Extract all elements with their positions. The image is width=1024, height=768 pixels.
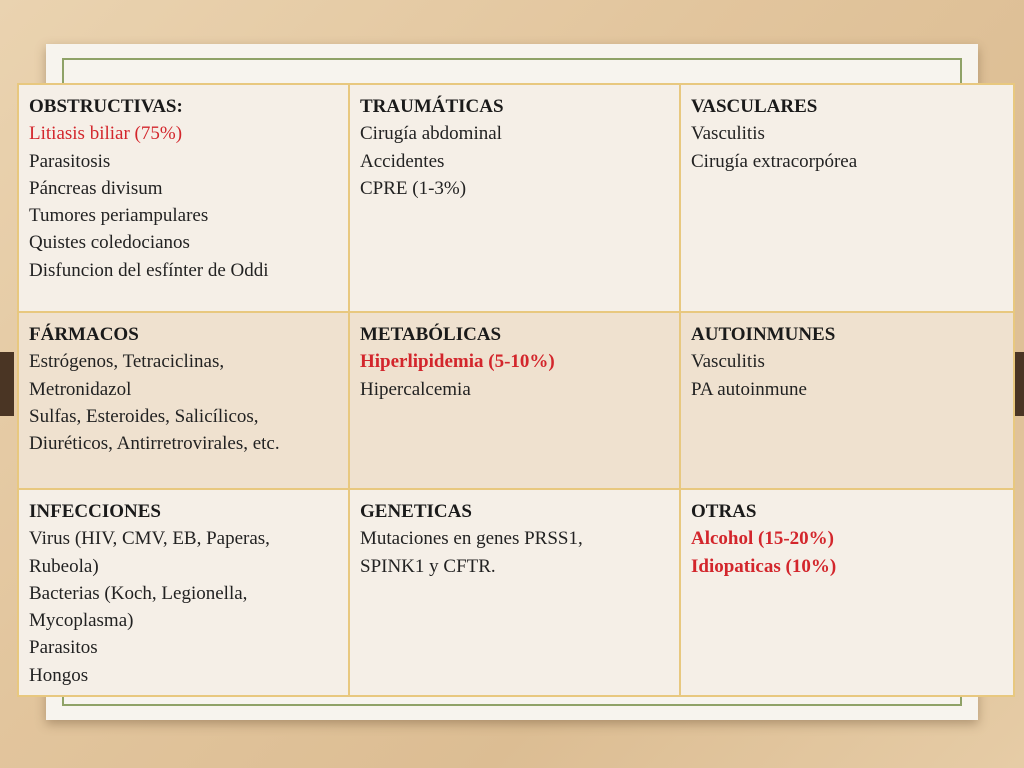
cell-geneticas xyxy=(349,489,680,696)
table-row xyxy=(18,312,1014,489)
cell-item-highlight: Idiopaticas (10%) xyxy=(691,555,837,577)
cell-title: METABÓLICAS xyxy=(360,324,502,345)
cell-otras xyxy=(680,489,1014,696)
cell-item: Sulfas, Esteroides, Salicílicos, xyxy=(29,405,259,427)
cell-item: Tumores periampulares xyxy=(29,205,209,227)
cell-title: TRAUMÁTICAS xyxy=(360,96,504,117)
cell-title: FÁRMACOS xyxy=(29,324,139,345)
cell-item: Mycoplasma) xyxy=(29,610,134,632)
cell-item: SPINK1 y CFTR. xyxy=(360,555,496,577)
cell-item: Quistes coledocianos xyxy=(29,232,190,254)
cell-title: GENETICAS xyxy=(360,501,472,522)
cell-item: Páncreas divisum xyxy=(29,177,163,199)
cell-item: Hongos xyxy=(29,664,89,686)
cell-infecciones xyxy=(18,489,349,696)
cell-item: CPRE (1-3%) xyxy=(360,177,467,199)
cell-title: VASCULARES xyxy=(691,96,818,117)
cell-item: Virus (HIV, CMV, EB, Paperas, xyxy=(29,528,270,550)
cell-item: Vasculitis xyxy=(691,123,765,145)
cell-item: Cirugía extracorpórea xyxy=(691,150,858,172)
cell-item: Parasitosis xyxy=(29,150,111,172)
cell-item: Rubeola) xyxy=(29,555,99,577)
cell-item: PA autoinmune xyxy=(691,378,807,400)
cell-item-highlight: Litiasis biliar (75%) xyxy=(29,123,183,145)
cell-item: Parasitos xyxy=(29,637,98,659)
cell-title: AUTOINMUNES xyxy=(691,324,836,345)
cell-item-highlight: Alcohol (15-20%) xyxy=(691,528,835,550)
cell-vasculares xyxy=(680,84,1014,312)
cell-title: INFECCIONES xyxy=(29,501,161,522)
table-row xyxy=(18,489,1014,696)
cell-metabolicas xyxy=(349,312,680,489)
cell-item: Accidentes xyxy=(360,150,445,172)
table-row xyxy=(18,84,1014,312)
causes-table xyxy=(17,83,1015,697)
cell-obstructivas xyxy=(18,84,349,312)
cell-item: Disfuncion del esfínter de Oddi xyxy=(29,259,269,281)
cell-item: Bacterias (Koch, Legionella, xyxy=(29,582,248,604)
cell-autoinmunes xyxy=(680,312,1014,489)
cell-item: Cirugía abdominal xyxy=(360,123,502,145)
cell-item: Estrógenos, Tetraciclinas, xyxy=(29,351,225,373)
cell-title: OBSTRUCTIVAS: xyxy=(29,96,183,117)
cell-item-highlight: Hiperlipidemia (5-10%) xyxy=(360,351,555,373)
cell-item: Metronidazol xyxy=(29,378,132,400)
cell-item: Diuréticos, Antirretrovirales, etc. xyxy=(29,433,280,455)
cell-item: Hipercalcemia xyxy=(360,378,471,400)
cell-item: Mutaciones en genes PRSS1, xyxy=(360,528,583,550)
cell-traumaticas xyxy=(349,84,680,312)
left-edge-bar xyxy=(0,352,14,416)
cell-item: Vasculitis xyxy=(691,351,765,373)
cell-title: OTRAS xyxy=(691,501,757,522)
cell-farmacos xyxy=(18,312,349,489)
